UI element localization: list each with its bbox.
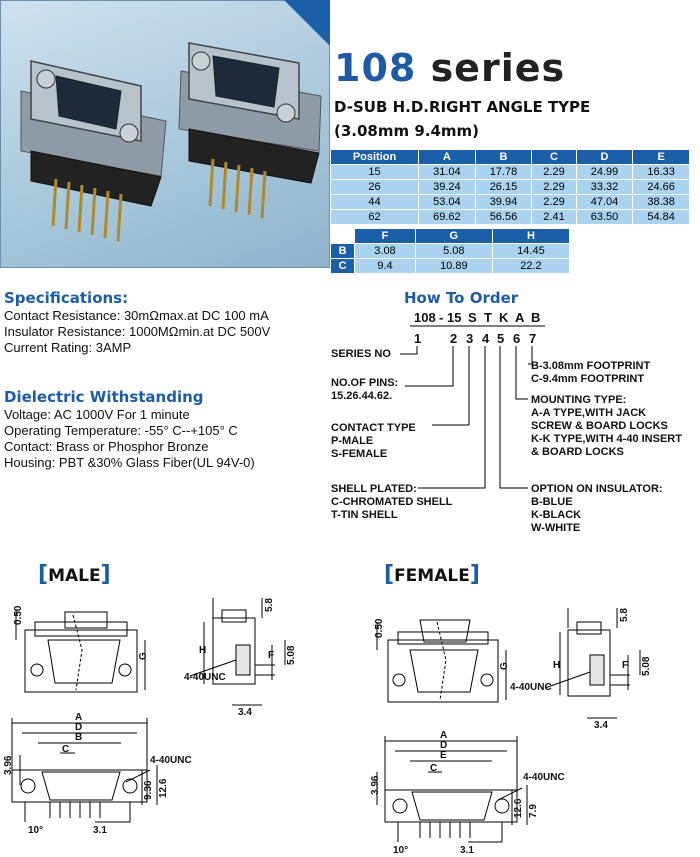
dimension-column-header: D — [576, 150, 633, 165]
order-footprint-b: B-3.08mm FOOTPRINT — [531, 360, 651, 372]
table-cell: 24.66 — [633, 180, 690, 195]
table-cell: 54.84 — [633, 210, 690, 225]
female-dim-d: D — [440, 740, 448, 751]
male-dim-unc-side: 4-40UNC — [184, 672, 226, 683]
footprint-row-label: C — [331, 259, 355, 274]
male-dim-g: G — [138, 652, 149, 660]
table-cell: 17.78 — [475, 165, 532, 180]
dielectric-line: Voltage: AC 1000V For 1 minute — [4, 407, 190, 422]
table-cell: 53.04 — [419, 195, 476, 210]
female-dim-a: A — [440, 730, 448, 741]
order-shell-title: SHELL PLATED: — [331, 483, 417, 495]
female-dim-c: C — [430, 763, 438, 774]
male-dim-508: 5.08 — [286, 645, 297, 665]
order-series-no: SERIES NO — [331, 348, 391, 360]
subtitle-type: D-SUB H.D.RIGHT ANGLE TYPE — [334, 98, 591, 116]
code-pins: 15 — [447, 310, 462, 325]
table-cell: 38.38 — [633, 195, 690, 210]
position-number: 4 — [482, 331, 490, 346]
table-cell: 24.99 — [576, 165, 633, 180]
female-dim-79: 7.9 — [528, 804, 539, 818]
order-contact-title: CONTACT TYPE — [331, 422, 416, 434]
position-number: 7 — [529, 331, 537, 346]
female-dim-050: 0.50 — [374, 618, 385, 638]
code-insulator: K — [499, 310, 509, 325]
table-cell: 2.29 — [532, 165, 576, 180]
dielectric-title: Dielectric Withstanding — [4, 388, 204, 406]
order-mounting-line: & BOARD LOCKS — [531, 446, 624, 458]
table-cell: 5.08 — [415, 244, 492, 259]
order-contact-male: P-MALE — [331, 435, 374, 447]
female-dim-126: 12.6 — [513, 798, 524, 818]
footprint-row-label: B — [331, 244, 355, 259]
dimension-column-header: Position — [331, 150, 419, 165]
female-dim-unc-side: 4-40UNC — [510, 682, 552, 693]
table-cell: 63.50 — [576, 210, 633, 225]
order-pins-title: NO.OF PINS: — [331, 377, 399, 389]
male-dim-050: 0.50 — [13, 605, 24, 625]
position-number: 2 — [450, 331, 458, 346]
female-dim-g: G — [499, 662, 510, 670]
series-number: 108 — [334, 46, 417, 90]
male-dim-936: 9.36 — [143, 780, 154, 800]
female-dim-58: 5.8 — [619, 608, 630, 622]
order-contact-female: S-FEMALE — [331, 448, 388, 460]
order-mounting-line: K-K TYPE,WITH 4-40 INSERT — [531, 433, 682, 445]
male-dim-unc-bottom: 4-40UNC — [150, 755, 192, 766]
female-dim-34: 3.4 — [594, 720, 608, 731]
dielectric-line: Operating Temperature: -55° C--+105° C — [4, 423, 238, 438]
bracket-close: ] — [469, 562, 480, 587]
table-cell: 62 — [331, 210, 419, 225]
order-shell-chromated: C-CHROMATED SHELL — [331, 496, 453, 508]
male-dim-34: 3.4 — [238, 707, 252, 718]
code-dash: - — [439, 310, 444, 325]
bracket-close: ] — [100, 562, 111, 587]
table-cell: 26.15 — [475, 180, 532, 195]
table-cell: 47.04 — [576, 195, 633, 210]
table-cell: 2.41 — [532, 210, 576, 225]
code-shell: T — [484, 310, 492, 325]
order-insulator-white: W-WHITE — [531, 522, 581, 534]
spec-line: Contact Resistance: 30mΩmax.at DC 100 mA — [4, 308, 269, 323]
dimension-column-header: C — [532, 150, 576, 165]
table-cell: 26 — [331, 180, 419, 195]
female-title-text: FEMALE — [394, 566, 470, 586]
dielectric-line: Contact: Brass or Phosphor Bronze — [4, 439, 209, 454]
bracket-open: [ — [38, 562, 49, 587]
footprint-column-header: G — [415, 229, 492, 244]
spec-line: Current Rating: 3AMP — [4, 340, 132, 355]
dielectric-line: Housing: PBT &30% Glass Fiber(UL 94V-0) — [4, 455, 255, 470]
male-dim-c: C — [62, 744, 70, 755]
male-dim-396: 3.96 — [3, 755, 14, 775]
order-insulator-black: K-BLACK — [531, 509, 582, 521]
order-shell-tin: T-TIN SHELL — [331, 509, 398, 521]
order-mounting-title: MOUNTING TYPE: — [531, 394, 627, 406]
table-cell: 31.04 — [419, 165, 476, 180]
code-series: 108 — [414, 310, 436, 325]
position-number: 1 — [414, 331, 422, 346]
order-insulator-title: OPTION ON INSULATOR: — [531, 483, 663, 495]
footprint-column-header: F — [355, 229, 416, 244]
female-dim-h: H — [553, 660, 561, 671]
order-mounting-line: SCREW & BOARD LOCKS — [531, 420, 668, 432]
footprint-column-header: H — [492, 229, 569, 244]
order-pins-values: 15.26.44.62. — [331, 390, 393, 402]
table-cell: 15 — [331, 165, 419, 180]
table-cell: 3.08 — [355, 244, 416, 259]
female-bottom-view — [377, 736, 527, 842]
male-dim-a: A — [75, 712, 83, 723]
table-cell: 2.29 — [532, 180, 576, 195]
male-dim-31: 3.1 — [93, 825, 107, 836]
female-dim-396: 3.96 — [370, 775, 381, 795]
male-dim-126: 12.6 — [158, 778, 169, 798]
table-cell: 44 — [331, 195, 419, 210]
table-cell: 9.4 — [355, 259, 416, 274]
code-mounting: A — [515, 310, 525, 325]
position-number: 5 — [497, 331, 505, 346]
male-dim-f: F — [268, 650, 275, 661]
subtitle-footprint: (3.08mm 9.4mm) — [334, 122, 480, 140]
order-footprint-c: C-9.4mm FOOTPRINT — [531, 373, 645, 385]
male-bottom-view — [12, 718, 157, 822]
male-title-text: MALE — [48, 566, 101, 586]
dimension-column-header: A — [419, 150, 476, 165]
order-mounting-line: A-A TYPE,WITH JACK — [531, 407, 647, 419]
dimension-column-header: E — [633, 150, 690, 165]
male-dim-b: B — [75, 732, 83, 743]
female-dim-f: F — [622, 660, 629, 671]
table-cell: 10.89 — [415, 259, 492, 274]
table-cell: 56.56 — [475, 210, 532, 225]
female-dim-unc-bottom: 4-40UNC — [523, 772, 565, 783]
female-dim-angle: 10° — [393, 845, 409, 856]
female-dim-e: E — [440, 750, 447, 761]
dimension-column-header: B — [475, 150, 532, 165]
position-number: 3 — [466, 331, 474, 346]
position-number: 6 — [513, 331, 521, 346]
male-front-view — [16, 610, 145, 692]
specifications-title: Specifications: — [4, 289, 129, 307]
series-word: series — [430, 46, 566, 90]
table-cell: 69.62 — [419, 210, 476, 225]
male-dim-angle: 10° — [28, 825, 44, 836]
female-front-view — [377, 620, 506, 702]
bracket-open: [ — [384, 562, 395, 587]
table-cell: 14.45 — [492, 244, 569, 259]
table-cell: 33.32 — [576, 180, 633, 195]
spec-line: Insulator Resistance: 1000MΩmin.at DC 500V — [4, 324, 271, 339]
code-footprint: B — [531, 310, 541, 325]
female-dim-31: 3.1 — [460, 845, 474, 856]
order-insulator-blue: B-BLUE — [531, 496, 573, 508]
female-dim-508: 5.08 — [641, 656, 652, 676]
male-dim-58: 5.8 — [264, 598, 275, 612]
male-dim-d: D — [75, 722, 83, 733]
how-to-order-title: How To Order — [404, 289, 519, 307]
table-cell: 2.29 — [532, 195, 576, 210]
table-cell: 39.94 — [475, 195, 532, 210]
table-cell: 22.2 — [492, 259, 569, 274]
table-cell: 16.33 — [633, 165, 690, 180]
table-cell: 39.24 — [419, 180, 476, 195]
male-dim-h: H — [199, 645, 207, 656]
code-contact: S — [468, 310, 477, 325]
